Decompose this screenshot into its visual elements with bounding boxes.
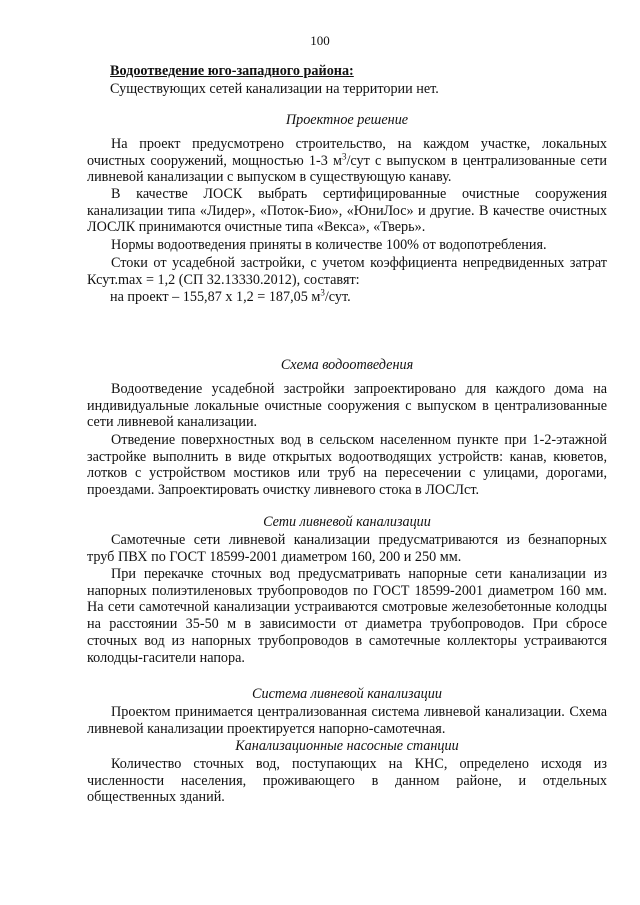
paragraph-surface-water: Отведение поверхностных вод в сельском населенном пункте при 1-2-этажной застройке выполнить в виде открытых водоотводящих устройств: канав, кюветов, лотков с устройством мостиков или труб на пересечении с улицами, дорогами, проездами. Запроектировать очистку ливневого стока в ЛОСЛст. xyxy=(87,432,607,499)
heading-project-solution: Проектное решение xyxy=(285,112,409,128)
paragraph-pressure-networks: При перекачке сточных вод предусматривать напорные сети канализации из напорных полиэтиленовых трубопроводов по ГОСТ 18599-2001 диаметром 160 мм. На сети самотечной канализации устраиваются смотровые железобетонные колодцы на расстоянии 35-50 м в зависимости от диаметра трубопроводов. При сбросе сточных вод из напорных трубопроводов в самотечные коллекторы устраиваются колодцы-гасители напора. xyxy=(87,566,607,666)
heading-pump-stations: Канализационные насосные станции xyxy=(235,738,459,754)
section-title: Водоотведение юго-западного района: xyxy=(110,63,354,79)
paragraph-gravity-networks: Самотечные сети ливневой канализации предусматриваются из безнапорных труб ПВХ по ГОСТ 18599-2001 диаметром 160, 200 и 250 мм. xyxy=(87,532,607,565)
paragraph-project-volume: на проект – 155,87 х 1,2 = 187,05 $м^3$/сут. xyxy=(110,287,351,305)
heading-storm-system: Система ливневой канализации xyxy=(252,686,442,702)
page-number: 100 xyxy=(310,33,330,48)
heading-drainage-scheme: Схема водоотведения xyxy=(280,357,414,373)
paragraph-losk-types: В качестве ЛОСК выбрать сертифицированные очистные сооружения канализации типа «Лидер», «Поток-Био», «ЮниЛос» и другие. В качестве очистных ЛОСЛК принимаются очистные типа «Векса», «Тверь». xyxy=(87,186,607,236)
paragraph-central-system: Проектом принимается централизованная система ливневой канализации. Схема ливневой канализации проектируется напорно-самотечная. xyxy=(87,704,607,737)
paragraph-estate-drainage: Водоотведение усадебной застройки запроектировано для каждого дома на индивидуальные локальные очистные сооружения с выпуском в централизованные сети ливневой канализации. xyxy=(87,381,607,431)
heading-storm-networks: Сети ливневой канализации xyxy=(263,514,431,530)
paragraph-local-treatment: На проект предусмотрено строительство, на каждом участке, локальных очистных сооружений, мощностью 1-3 $м^3$/сут с выпуском в централизованные сети ливневой канализации с выпуском в существующую канаву. xyxy=(87,136,607,186)
paragraph-pump-volume: Количество сточных вод, поступающих на КНС, определено исходя из численности населения, проживающего в данном районе, и отдельных общественных зданий. xyxy=(87,756,607,806)
paragraph-runoff-calc: Стоки от усадебной застройки, с учетом коэффициента непредвиденных затрат Ксут.max = 1,2 (СП 32.13330.2012), составят: xyxy=(87,255,607,288)
section-note: Существующих сетей канализации на территории нет. xyxy=(110,81,439,97)
paragraph-norms: Нормы водоотведения приняты в количестве 100% от водопотребления. xyxy=(111,237,547,253)
